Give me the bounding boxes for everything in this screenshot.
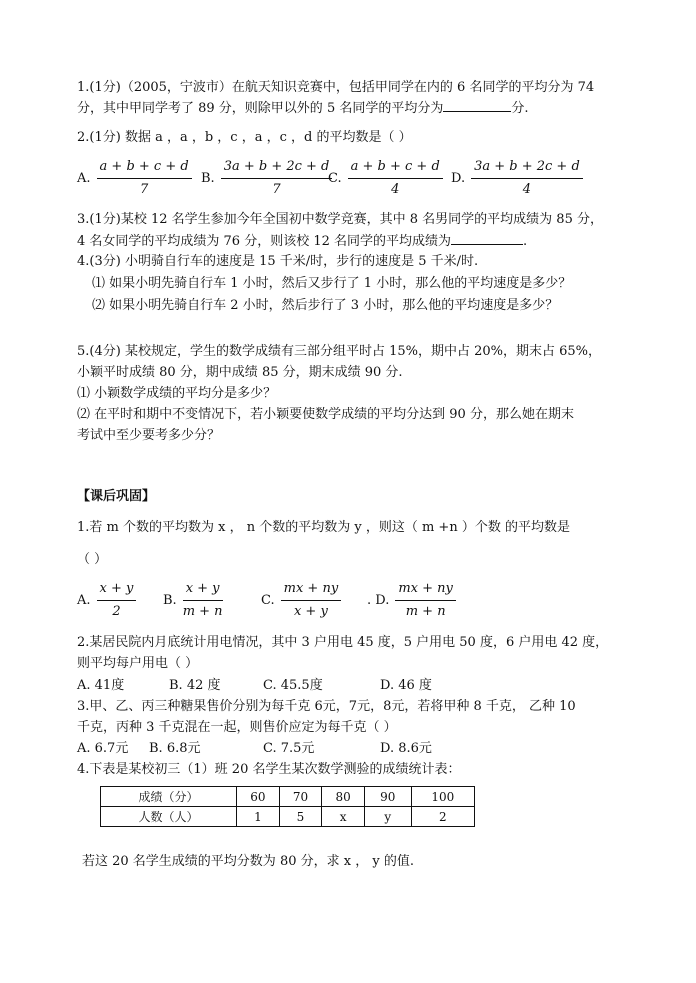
h1-option-d-letter: . D. bbox=[367, 593, 390, 608]
table-cell: 5 bbox=[279, 807, 322, 827]
q2-option-d-fraction bbox=[471, 159, 583, 198]
q2-option-d-num: 3a + b + 2c + d bbox=[471, 159, 583, 179]
h1-option-c-letter: C. bbox=[261, 593, 275, 608]
table-header-cell: 成绩（分） bbox=[101, 787, 237, 807]
h1-option-b-den: m + n bbox=[182, 604, 223, 619]
h1-option-a bbox=[77, 581, 136, 620]
h1-option-a-num: x + y bbox=[97, 581, 137, 601]
table-cell: 100 bbox=[411, 787, 474, 807]
q1-line2-end: 分. bbox=[511, 101, 529, 116]
h1-option-a-den: 2 bbox=[112, 604, 121, 619]
q2-option-a-den: 7 bbox=[139, 182, 149, 197]
q3-line2-text: 4 名女同学的平均成绩为 76 分，则该校 12 名同学的平均成绩为 bbox=[77, 234, 452, 249]
h1-line1: 1.若 m 个数的平均数为 x ， n 个数的平均数为 y ，则这（ m +n ）个数 的平均数是 bbox=[77, 520, 570, 535]
h1-line2: （ ） bbox=[77, 552, 108, 567]
table-cell: y bbox=[364, 807, 411, 827]
h1-option-a-letter: A. bbox=[77, 593, 91, 608]
table-cell: 70 bbox=[279, 787, 322, 807]
q2-option-c bbox=[328, 159, 443, 198]
table-cell: x bbox=[322, 807, 365, 827]
h3-line2: 千克，丙种 3 千克混在一起，则售价应定为每千克（ ） bbox=[77, 720, 397, 735]
h1-option-b-letter: B. bbox=[163, 593, 177, 608]
h1-option-d bbox=[367, 581, 456, 620]
q5-sub1: ⑴ 小颖数学成绩的平均分是多少？ bbox=[77, 386, 277, 401]
q2-option-b-den: 7 bbox=[272, 182, 281, 197]
q2-option-d-den: 4 bbox=[522, 182, 532, 197]
h4-stem: 4.下表是某校初三（1）班 20 名学生某次数学测验的成绩统计表： bbox=[77, 762, 461, 777]
q2-option-a-num: a + b + c + d bbox=[97, 159, 192, 179]
q4-stem: 4.(3分) 小明骑自行车的速度是 15 千米/时，步行的速度是 5 千米/时. bbox=[77, 254, 479, 269]
h1-option-a-fraction bbox=[97, 581, 137, 620]
h1-option-c bbox=[261, 581, 341, 620]
q2-option-c-fraction bbox=[348, 159, 443, 198]
h2-line2: 则平均每户用电（ ） bbox=[77, 656, 199, 671]
h2-option-b: B. 42 度 bbox=[169, 678, 221, 693]
h1-options bbox=[77, 581, 497, 625]
h1-option-d-fraction bbox=[395, 581, 456, 620]
h1-option-d-num: mx + ny bbox=[395, 581, 456, 601]
q2-option-d bbox=[451, 159, 583, 198]
table-cell: 1 bbox=[237, 807, 280, 827]
h2-option-d: D. 46 度 bbox=[380, 678, 432, 693]
q2-options bbox=[77, 159, 637, 203]
table-cell: 2 bbox=[411, 807, 474, 827]
q2-stem: 2.(1分) 数据 a ，a ，b ，c ，a ，c ，d 的平均数是（ ） bbox=[77, 130, 412, 145]
q2-option-b-fraction bbox=[221, 159, 333, 198]
q3-line2-end: . bbox=[523, 234, 528, 249]
h1-option-d-den: m + n bbox=[405, 604, 446, 619]
q3-line2 bbox=[77, 232, 527, 251]
q2-option-b bbox=[201, 159, 332, 198]
q5-sub2-cont: 考试中至少要考多少分？ bbox=[77, 428, 221, 443]
q4-sub1: ⑴ 如果小明先骑自行车 1 小时，然后又步行了 1 小时，那么他的平均速度是多少？ bbox=[92, 276, 572, 291]
score-table bbox=[100, 786, 475, 827]
h3-line1: 3.甲、乙、丙三种糖果售价分别为每千克 6元，7元，8元，若将甲种 8 千克， 乙种 10 bbox=[77, 699, 576, 714]
q2-option-b-num: 3a + b + 2c + d bbox=[221, 159, 333, 179]
q1-answer-blank bbox=[443, 99, 511, 112]
h1-option-b-num: x + y bbox=[183, 581, 223, 601]
q3-line1: 3.(1分)某校 12 名学生参加今年全国初中数学竞赛，其中 8 名男同学的平均成绩为 85 分， bbox=[77, 212, 603, 227]
h3-option-d: D. 8.6元 bbox=[380, 741, 432, 756]
q5-line2: 小颖平时成绩 80 分，期中成绩 85 分，期末成绩 90 分. bbox=[77, 365, 403, 380]
h2-option-c: C. 45.5度 bbox=[263, 678, 323, 693]
table-cell: 80 bbox=[322, 787, 365, 807]
h1-option-c-fraction bbox=[281, 581, 342, 620]
q3-answer-blank bbox=[451, 232, 523, 245]
table-cell: 60 bbox=[237, 787, 280, 807]
h3-option-a: A. 6.7元 bbox=[77, 741, 129, 756]
table-cell: 90 bbox=[364, 787, 411, 807]
q2-option-a-letter: A. bbox=[77, 171, 91, 186]
h3-option-b: B. 6.8元 bbox=[149, 741, 201, 756]
q4-sub2: ⑵ 如果小明先骑自行车 2 小时，然后步行了 3 小时，那么他的平均速度是多少？ bbox=[92, 298, 559, 313]
q5-line1: 5.(4分) 某校规定，学生的数学成绩有三部分组平时占 15%，期中占 20%，期末占 65%， bbox=[77, 344, 602, 359]
h1-option-c-num: mx + ny bbox=[281, 581, 342, 601]
q2-option-c-den: 4 bbox=[391, 182, 400, 197]
h1-option-b-fraction bbox=[183, 581, 223, 620]
h1-option-c-den: x + y bbox=[293, 604, 328, 619]
q2-option-a bbox=[77, 159, 192, 198]
h2-line1: 2.某居民院内月底统计用电情况，其中 3 户用电 45 度，5 户用电 50 度，6 户用电 42 度， bbox=[77, 635, 609, 650]
table-row bbox=[101, 807, 475, 827]
q1-line2-text: 分，其中甲同学考了 89 分，则除甲以外的 5 名同学的平均分为 bbox=[77, 101, 444, 116]
q2-option-b-letter: B. bbox=[201, 171, 215, 186]
q1-line1: 1.(1分)（2005，宁波市）在航天知识竞赛中，包括甲同学在内的 6 名同学的平均分为 74 bbox=[77, 80, 595, 95]
h1-option-b bbox=[163, 581, 223, 620]
q2-option-c-num: a + b + c + d bbox=[348, 159, 443, 179]
section-title: 【课后巩固】 bbox=[77, 489, 156, 504]
h3-option-c: C. 7.5元 bbox=[263, 741, 315, 756]
q2-option-c-letter: C. bbox=[328, 171, 342, 186]
q5-sub2: ⑵ 在平时和期中不变情况下，若小颖要使数学成绩的平均分达到 90 分，那么她在期末 bbox=[77, 407, 574, 422]
q2-option-d-letter: D. bbox=[451, 171, 466, 186]
h4-follow: 若这 20 名学生成绩的平均分数为 80 分，求 x ， y 的值. bbox=[82, 854, 414, 869]
table-header-cell: 人数（人） bbox=[101, 807, 237, 827]
table-row bbox=[101, 787, 475, 807]
q1-line2 bbox=[77, 99, 528, 118]
h2-option-a: A. 41度 bbox=[77, 678, 125, 693]
q2-option-a-fraction bbox=[97, 159, 192, 198]
